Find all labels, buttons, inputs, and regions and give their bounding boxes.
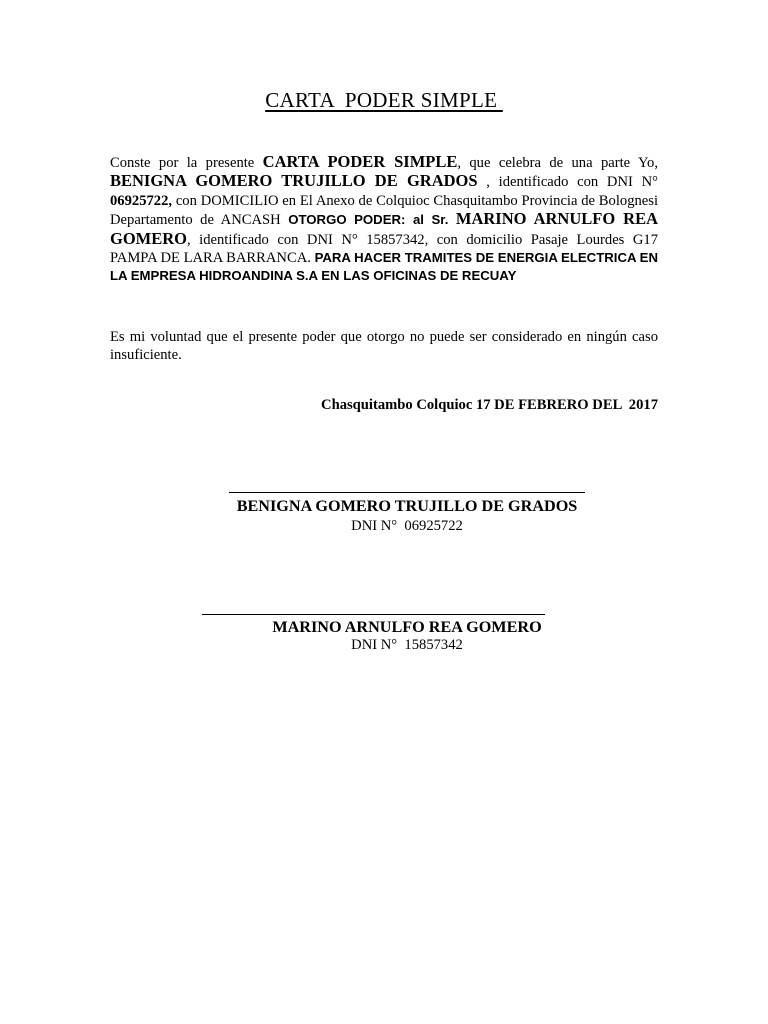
signature-line-1 [229, 492, 585, 493]
grantor-dni: 06925722, [110, 192, 173, 209]
place-date-line: Chasquitambo Colquioc 17 DE FEBRERO DEL 2017 [321, 397, 658, 413]
paragraph-text [448, 212, 456, 228]
signature-line-2 [202, 614, 545, 615]
grant-clause: OTORGO PODER: al Sr. [288, 212, 449, 228]
document-title: CARTA PODER SIMPLE [265, 88, 503, 112]
signatory-name-2: MARINO ARNULFO REA GOMERO [272, 618, 542, 636]
signatory-dni-1: DNI N° 06925722 [351, 518, 463, 534]
paragraph-text: , que celebra de una parte Yo, [457, 155, 658, 171]
signatory-dni-2: DNI N° 15857342 [351, 637, 463, 653]
document-type-reference: CARTA PODER SIMPLE [262, 152, 458, 171]
attorney-name: MARINO ARNULFO REA GOMERO [110, 209, 658, 248]
purpose-clause: PARA HACER TRAMITES DE ENERGIA ELECTRICA EN LA EMPRESA HIDROANDINA S.A EN LAS OFICINAS DE RECUAY [110, 250, 659, 284]
signatory-name-1: BENIGNA GOMERO TRUJILLO DE GRADOS [236, 497, 578, 515]
paragraph-text: con DOMICILIO en El Anexo de Colquioc Chasquitambo Provincia de Bolognesi Departamento de ANCASH [110, 192, 658, 229]
paragraph-text: Conste por la presente [110, 155, 263, 171]
paragraph-text: , identificado con DNI N° [477, 174, 658, 191]
body-paragraph-2: Es mi voluntad que el presente poder que otorgo no puede ser considerado en ningún caso insuficiente. [110, 329, 658, 364]
grantor-name: BENIGNA GOMERO TRUJILLO DE GRADOS [110, 171, 478, 191]
paragraph-text: , identificado con DNI N° 15857342, con domicilio Pasaje Lourdes G17 PAMPA DE LARA BARRANCA. [110, 231, 658, 267]
body-paragraph-1 [110, 153, 658, 286]
